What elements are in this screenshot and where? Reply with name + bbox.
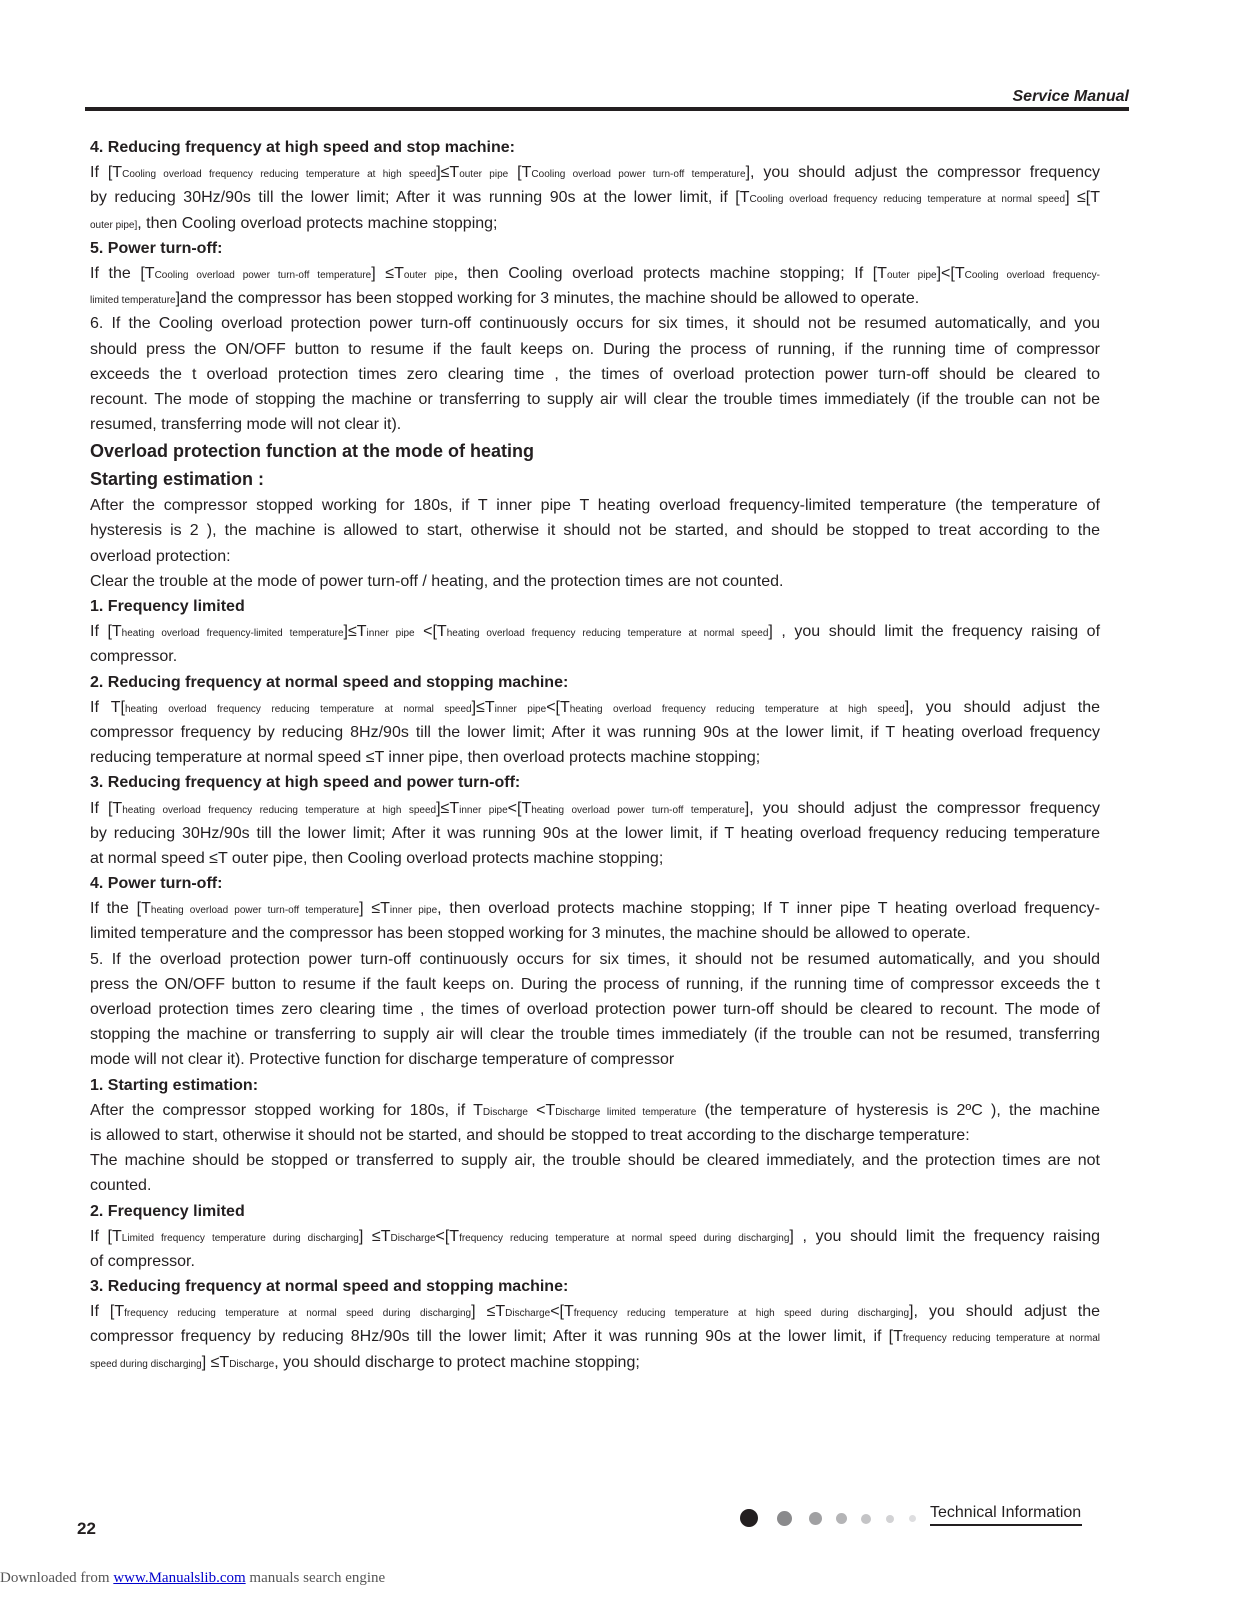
text-line: [90, 387, 1100, 412]
line-text: ] ≤T: [371, 264, 404, 282]
line-text: After the compressor stopped working for 180s, if T inner pipe T heating overload frequency-limited temperature (the temperature of: [90, 497, 1100, 515]
dot-icon: [861, 1514, 871, 1524]
line-text: <[T: [507, 799, 532, 817]
section-heading: [90, 594, 1100, 619]
subscript-text: Cooling overload power turn-off temperature: [154, 269, 372, 281]
text-line: [90, 972, 1100, 997]
subscript-text: frequency reducing temperature at normal: [902, 1333, 1100, 1345]
line-text: is allowed to start, otherwise it should not be started, and should be stopped to treat according to the discharge temperature:: [90, 1126, 970, 1144]
text-line: [90, 261, 1100, 286]
line-text: After the compressor stopped working for 180s, if T: [90, 1101, 483, 1119]
line-text: 3. Reducing frequency at high speed and power turn-off:: [90, 774, 521, 792]
line-text: If the [T: [90, 264, 155, 282]
subscript-text: inner pipe: [494, 703, 547, 715]
line-text: (the temperature of hysteresis is 2ºC ), the machine: [696, 1101, 1100, 1119]
line-text: , then overload protects machine stopping; If T inner pipe T heating overload frequency-: [437, 900, 1101, 918]
line-text: compressor.: [90, 648, 178, 666]
subscript-text: frequency reducing temperature at high speed during discharging: [573, 1308, 910, 1320]
line-text: recount. The mode of stopping the machine or transferring to supply air will clear the trouble times immediately (if the trouble can not be: [90, 390, 1100, 408]
section-heading: [90, 135, 1100, 160]
line-text: ]<[T: [936, 264, 965, 282]
text-line: [90, 1299, 1100, 1324]
line-text: If [T: [90, 623, 122, 641]
line-text: overload protection times zero clearing time , the times of overload protection power turn-off should be cleared to recount. The mode of: [90, 1001, 1100, 1018]
section-heading: [90, 770, 1100, 795]
dot-icon: [809, 1512, 822, 1525]
text-line: [90, 544, 1100, 569]
line-text: ]≤T: [471, 698, 495, 716]
header-rule: [85, 107, 1129, 111]
section-heading: [90, 236, 1100, 261]
line-text: , then Cooling overload protects machine stopping; If [T: [453, 264, 887, 282]
text-line: [90, 997, 1100, 1022]
line-text: 1. Starting estimation:: [90, 1076, 259, 1094]
subscript-text: speed during discharging: [90, 1358, 202, 1370]
line-text: The machine should be stopped or transferred to supply air, the trouble should be cleared immediately, and the protection times are not: [90, 1152, 1100, 1170]
text-line: [90, 1047, 1100, 1072]
subscript-text: inner pipe: [366, 628, 415, 640]
line-text: ] ≤T: [359, 900, 390, 918]
line-text: counted.: [90, 1177, 152, 1195]
line-text: hysteresis is 2 ), the machine is allowed to start, otherwise it should not be started, and should be stopped to treat according to the: [90, 522, 1100, 540]
line-text: If [T: [90, 799, 123, 817]
subscript-text: inner pipe: [459, 804, 508, 816]
line-text: compressor frequency by reducing 8Hz/90s till the lower limit; After it was running 90s at the lower limit, if [T: [90, 1328, 903, 1346]
download-footer: [0, 1570, 385, 1587]
page-number: 22: [77, 1519, 96, 1538]
line-text: of compressor.: [90, 1252, 195, 1270]
line-text: 4. Reducing frequency at high speed and stop machine:: [90, 139, 515, 156]
dot-icon: [836, 1513, 847, 1524]
subscript-text: inner pipe: [389, 905, 438, 917]
text-line: [90, 211, 1100, 236]
subscript-text: Cooling overload frequency-: [964, 269, 1100, 281]
subscript-text: outer pipe: [886, 269, 937, 281]
section-label: Technical Information: [930, 1504, 1082, 1521]
line-text: , then Cooling overload protects machine stopping;: [137, 214, 498, 232]
text-line: [90, 1224, 1100, 1249]
subscript-text: limited temperature: [90, 295, 176, 307]
text-line: [90, 796, 1100, 821]
line-text: Clear the trouble at the mode of power turn-off / heating, and the protection times are not counted.: [90, 572, 784, 590]
subscript-text: Discharge: [390, 1232, 436, 1244]
subscript-text: heating overload frequency-limited temperature: [121, 628, 344, 640]
download-link[interactable]: www.Manualslib.com: [113, 1570, 246, 1586]
subscript-text: Cooling overload power turn-off temperature: [531, 169, 746, 181]
line-text: If [T: [90, 164, 123, 182]
line-text: stopping the machine or transferring to supply air will clear the trouble times immediately (if the trouble can not be resumed, transferring: [90, 1026, 1100, 1044]
download-prefix: Downloaded from: [0, 1570, 114, 1586]
line-text: by reducing 30Hz/90s till the lower limit; After it was running 90s at the lower limit, if T heating overload frequency reducing temperature: [90, 824, 1100, 842]
line-text: If [T: [90, 1227, 122, 1245]
line-text: 4. Power turn-off:: [90, 875, 223, 893]
line-text: <[T: [546, 698, 570, 716]
line-text: ], you should adjust the compressor frequency: [744, 799, 1100, 817]
text-line: [90, 821, 1100, 846]
section-heading: [90, 465, 1100, 493]
text-line: [90, 518, 1100, 543]
line-text: resumed, transferring mode will not clear it).: [90, 416, 402, 434]
dot-icon: [740, 1509, 758, 1527]
text-line: [90, 1324, 1100, 1349]
line-text: ] ≤T: [471, 1303, 506, 1321]
text-line: [90, 362, 1100, 387]
line-text: ]and the compressor has been stopped working for 3 minutes, the machine should be allowed to operate.: [175, 290, 920, 308]
line-text: ] ≤T: [358, 1227, 391, 1245]
text-line: [90, 846, 1100, 871]
line-text: ]≤T: [436, 164, 460, 182]
subscript-text: heating overload power turn-off temperature: [150, 905, 360, 917]
section-heading: [90, 437, 1100, 465]
body-text: [90, 135, 1100, 1375]
line-text: 1. Frequency limited: [90, 598, 245, 615]
line-text: <T: [527, 1101, 556, 1119]
line-text: ] , you should limit the frequency raising: [789, 1227, 1100, 1245]
line-text: If the [T: [90, 900, 151, 918]
section-heading: [90, 1274, 1100, 1299]
subscript-text: heating overload power turn-off temperature: [531, 804, 745, 816]
text-line: [90, 160, 1100, 185]
line-text: , you should discharge to protect machine stopping;: [274, 1353, 640, 1371]
subscript-text: heating overload frequency reducing temperature at high speed: [569, 703, 905, 715]
line-text: ], you should adjust the: [909, 1303, 1100, 1321]
subscript-text: heating overload frequency reducing temperature at high speed: [122, 804, 437, 816]
line-text: 3. Reducing frequency at normal speed and stopping machine:: [90, 1278, 569, 1296]
line-text: overload protection:: [90, 547, 231, 565]
subscript-text: frequency reducing temperature at normal speed during discharging: [124, 1308, 472, 1320]
text-line: [90, 1098, 1100, 1123]
text-line: [90, 1022, 1100, 1047]
subscript-text: Cooling overload frequency reducing temperature at normal speed: [749, 194, 1066, 206]
line-text: ]≤T: [343, 623, 367, 641]
text-line: [90, 947, 1100, 972]
line-text: 2. Reducing frequency at normal speed and stopping machine:: [90, 673, 569, 691]
text-line: [90, 896, 1100, 921]
line-text: by reducing 30Hz/90s till the lower limit; After it was running 90s at the lower limit, if [T: [90, 189, 750, 207]
subscript-text: Discharge: [505, 1308, 551, 1320]
subscript-text: outer pipe: [459, 169, 509, 181]
line-text: press the ON/OFF button to resume if the fault keeps on. During the process of running, if the running time of compressor exceeds the t: [90, 975, 1100, 993]
text-line: [90, 286, 1100, 311]
line-text: 2. Frequency limited: [90, 1202, 245, 1220]
text-line: [90, 1173, 1100, 1198]
text-line: [90, 1123, 1100, 1148]
dot-icon: [909, 1515, 916, 1522]
line-text: 6. If the Cooling overload protection power turn-off continuously occurs for six times, it should not be resumed automatically, and you: [90, 315, 1100, 333]
line-text: <[T: [414, 623, 447, 641]
download-suffix: manuals search engine: [245, 1570, 386, 1586]
text-line: [90, 1350, 1100, 1375]
text-line: [90, 720, 1100, 745]
dot-icon: [886, 1515, 894, 1523]
line-text: reducing temperature at normal speed ≤T inner pipe, then overload protects machine stopping;: [90, 749, 761, 767]
dot-icon: [777, 1511, 792, 1526]
text-line: [90, 695, 1100, 720]
subscript-text: heating overload frequency reducing temperature at normal speed: [124, 703, 472, 715]
subscript-text: outer pipe]: [90, 219, 138, 231]
line-text: 5. If the overload protection power turn-off continuously occurs for six times, it should not be resumed automatically, and you should: [90, 950, 1100, 968]
line-text: 5. Power turn-off:: [90, 239, 223, 257]
section-heading: [90, 670, 1100, 695]
line-text: exceeds the t overload protection times zero clearing time , the times of overload protection power turn-off should be cleared to: [90, 365, 1100, 383]
line-text: ]≤T: [436, 799, 460, 817]
subscript-text: outer pipe: [403, 269, 454, 281]
line-text: <[T: [550, 1303, 574, 1321]
line-text: If [T: [90, 1303, 125, 1321]
header-title: Service Manual: [1012, 88, 1129, 105]
line-text: <[T: [435, 1227, 460, 1245]
line-text: mode will not clear it). Protective function for discharge temperature of compressor: [90, 1051, 675, 1069]
text-line: [90, 493, 1100, 518]
line-text: compressor frequency by reducing 8Hz/90s till the lower limit; After it was running 90s at the lower limit, if T heating overload frequency: [90, 723, 1100, 741]
line-text: ] ≤[T: [1065, 189, 1101, 207]
section-heading: [90, 871, 1100, 896]
subscript-text: Cooling overload frequency reducing temperature at high speed: [122, 169, 437, 181]
subscript-text: Discharge: [229, 1358, 275, 1370]
line-text: Starting estimation :: [90, 469, 265, 490]
section-heading: [90, 1073, 1100, 1098]
text-line: [90, 745, 1100, 770]
line-text: should press the ON/OFF button to resume if the fault keeps on. During the process of running, if the running time of compressor: [90, 340, 1100, 358]
text-line: [90, 644, 1100, 669]
subscript-text: Discharge: [482, 1106, 528, 1118]
text-line: [90, 337, 1100, 362]
text-line: [90, 311, 1100, 336]
subscript-text: heating overload frequency reducing temperature at normal speed: [446, 628, 769, 640]
text-line: [90, 619, 1100, 644]
line-text: Overload protection function at the mode of heating: [90, 441, 535, 462]
subscript-text: frequency reducing temperature at normal speed during discharging: [459, 1232, 790, 1244]
line-text: limited temperature and the compressor has been stopped working for 3 minutes, the machine should be allowed to operate.: [90, 925, 971, 943]
subscript-text: Discharge limited temperature: [555, 1106, 697, 1118]
text-line: [90, 185, 1100, 210]
line-text: [T: [508, 164, 532, 182]
text-line: [90, 412, 1100, 437]
line-text: ], you should adjust the: [904, 698, 1100, 716]
section-heading: [90, 1199, 1100, 1224]
line-text: ] , you should limit the frequency raising of: [768, 623, 1101, 641]
line-text: at normal speed ≤T outer pipe, then Cooling overload protects machine stopping;: [90, 849, 664, 867]
text-line: [90, 1148, 1100, 1173]
text-line: [90, 569, 1100, 594]
section-underline: [930, 1524, 1082, 1526]
line-text: ] ≤T: [201, 1353, 230, 1371]
text-line: [90, 1249, 1100, 1274]
subscript-text: Limited frequency temperature during discharging: [121, 1232, 359, 1244]
line-text: If T[: [90, 698, 125, 716]
line-text: ], you should adjust the compressor frequency: [745, 164, 1101, 182]
progress-dots: [740, 1503, 950, 1537]
text-line: [90, 921, 1100, 946]
